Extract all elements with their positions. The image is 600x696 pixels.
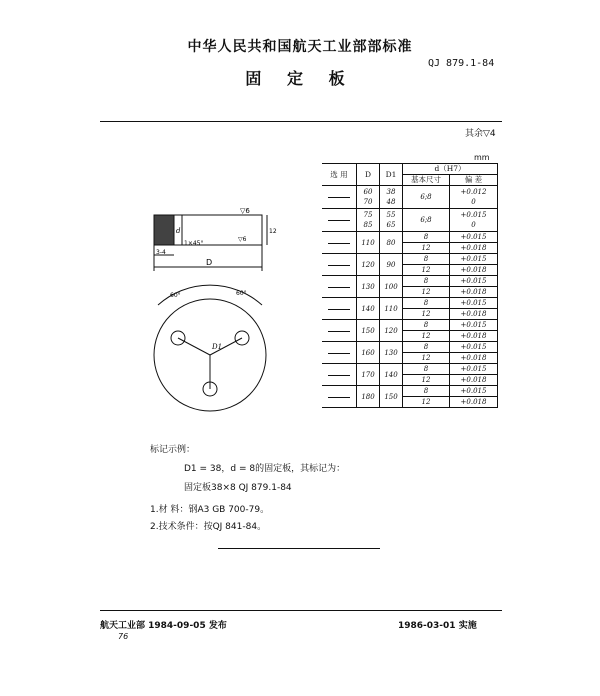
material-requirement: 1.材 料：钢A3 GB 700-79。 <box>150 505 270 515</box>
cell-deviation: +0.015 <box>450 254 498 265</box>
marking-example-designation: 固定板38×8 QJ 879.1-84 <box>184 483 292 493</box>
issue-date: 航天工业部 1984-09-05 发布 <box>100 621 227 631</box>
cell-basic-size: 8 <box>403 342 450 353</box>
cell-deviation: +0.018 <box>450 397 498 408</box>
unit-label: mm <box>474 153 490 162</box>
header-D: D <box>357 164 380 186</box>
cell-basic-size: 8 <box>403 298 450 309</box>
cell-basic-size: 8 <box>403 276 450 287</box>
select-cell <box>322 232 357 254</box>
cell-basic-size: 12 <box>403 287 450 298</box>
cell-basic-size: 8 <box>403 232 450 243</box>
dimension-table <box>322 163 498 408</box>
chamfer-label: 1×45° <box>184 240 204 247</box>
select-cell <box>322 364 357 386</box>
cell-D: 60 70 <box>357 186 380 209</box>
roughness-top-label: ▽6 <box>240 207 250 215</box>
cell-basic-size: 12 <box>403 353 450 364</box>
header-d-group: d（H7） <box>403 164 498 175</box>
cell-basic-size: 8 <box>403 386 450 397</box>
table-row <box>322 342 498 353</box>
cell-basic-size: 12 <box>403 375 450 386</box>
cell-D: 180 <box>357 386 380 408</box>
cell-basic-size: 12 <box>403 265 450 276</box>
cell-D: 170 <box>357 364 380 386</box>
cell-D1: 38 48 <box>380 186 403 209</box>
cell-deviation: +0.018 <box>450 243 498 254</box>
cell-D1: 140 <box>380 364 403 386</box>
header-basic-size: 基本尺寸 <box>403 175 450 186</box>
dim-D1-label: D1 <box>212 343 223 351</box>
table-row <box>322 320 498 331</box>
cell-deviation: +0.015 <box>450 298 498 309</box>
cell-basic-size: 8 <box>403 254 450 265</box>
cell-basic-size: 12 <box>403 309 450 320</box>
angle-right-label: 60° <box>236 290 247 297</box>
effective-date: 1986-03-01 实施 <box>398 621 477 631</box>
cell-deviation: +0.018 <box>450 287 498 298</box>
cell-deviation: +0.018 <box>450 309 498 320</box>
select-cell <box>322 386 357 408</box>
dimension-table-body <box>322 186 498 408</box>
cell-D: 130 <box>357 276 380 298</box>
table-row <box>322 186 498 209</box>
select-cell <box>322 342 357 364</box>
cell-deviation: +0.018 <box>450 331 498 342</box>
cell-basic-size: 6;8 <box>403 209 450 232</box>
notes-end-rule <box>218 548 380 549</box>
table-row <box>322 386 498 397</box>
cell-D1: 55 65 <box>380 209 403 232</box>
cell-basic-size: 8 <box>403 364 450 375</box>
table-row <box>322 298 498 309</box>
page-number: 76 <box>118 632 129 641</box>
cell-D: 160 <box>357 342 380 364</box>
cell-D1: 90 <box>380 254 403 276</box>
select-cell <box>322 254 357 276</box>
standard-number: QJ 879.1-84 <box>428 58 495 69</box>
marking-example-condition: D1 = 38，d = 8的固定板，其标记为： <box>184 464 346 474</box>
cell-D1: 100 <box>380 276 403 298</box>
cell-deviation: +0.018 <box>450 375 498 386</box>
table-row <box>322 364 498 375</box>
select-cell <box>322 320 357 342</box>
table-row <box>322 232 498 243</box>
general-roughness-note: 其余▽4 <box>465 129 496 139</box>
cell-D1: 80 <box>380 232 403 254</box>
document-title: 固 定 板 <box>245 69 355 88</box>
roughness-bore-label: ▽6 <box>238 236 247 243</box>
header-D1: D1 <box>380 164 403 186</box>
cell-D1: 150 <box>380 386 403 408</box>
cell-deviation: +0.015 <box>450 364 498 375</box>
cell-basic-size: 8 <box>403 320 450 331</box>
organization-standard-heading: 中华人民共和国航天工业部部标准 <box>187 39 413 55</box>
cell-deviation: +0.015 <box>450 342 498 353</box>
header-select: 选 用 <box>322 164 357 186</box>
table-row <box>322 276 498 287</box>
select-cell <box>322 276 357 298</box>
select-cell <box>322 298 357 320</box>
angle-left-label: 60° <box>170 292 181 299</box>
bore-hatch <box>154 215 174 245</box>
cell-basic-size: 12 <box>403 243 450 254</box>
cell-D1: 120 <box>380 320 403 342</box>
footer-rule <box>100 610 502 611</box>
marking-example-heading: 标记示例： <box>150 445 196 455</box>
cell-basic-size: 6;8 <box>403 186 450 209</box>
select-cell <box>322 209 357 232</box>
plan-view <box>154 285 266 411</box>
cell-deviation: +0.012 0 <box>450 186 498 209</box>
cell-deviation: +0.015 0 <box>450 209 498 232</box>
dim-d-label: d <box>176 227 181 235</box>
table-row <box>322 209 498 232</box>
header-rule <box>100 121 502 122</box>
cell-D: 110 <box>357 232 380 254</box>
cell-D1: 110 <box>380 298 403 320</box>
cell-deviation: +0.018 <box>450 353 498 364</box>
dim-D-label: D <box>206 258 213 267</box>
cell-D: 140 <box>357 298 380 320</box>
dim-12-label: 12 <box>269 228 277 235</box>
cell-basic-size: 12 <box>403 331 450 342</box>
select-cell <box>322 186 357 209</box>
cell-D1: 130 <box>380 342 403 364</box>
header-deviation: 偏 差 <box>450 175 498 186</box>
cell-deviation: +0.018 <box>450 265 498 276</box>
cell-D: 75 85 <box>357 209 380 232</box>
cell-deviation: +0.015 <box>450 276 498 287</box>
technical-conditions: 2.技术条件：按QJ 841-84。 <box>150 522 267 532</box>
cell-D: 120 <box>357 254 380 276</box>
dim-3-4-label: 3-4 <box>156 249 166 256</box>
cell-D: 150 <box>357 320 380 342</box>
cell-basic-size: 12 <box>403 397 450 408</box>
cell-deviation: +0.015 <box>450 232 498 243</box>
cell-deviation: +0.015 <box>450 386 498 397</box>
part-drawing <box>140 205 330 425</box>
cell-deviation: +0.015 <box>450 320 498 331</box>
table-row <box>322 254 498 265</box>
